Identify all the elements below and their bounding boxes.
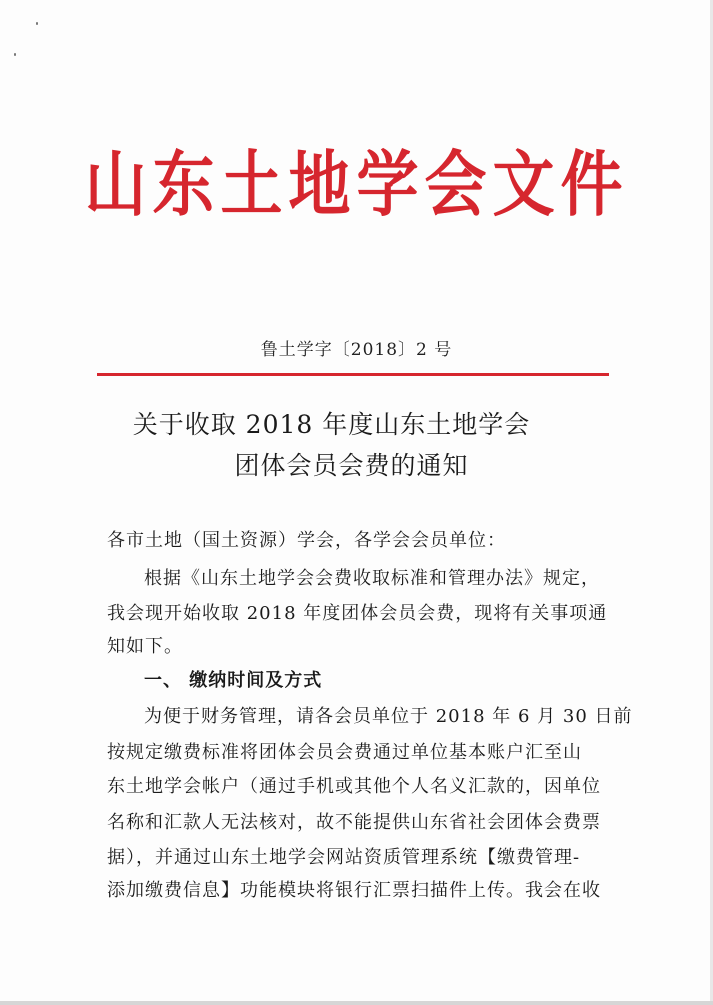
paragraph-1-line: 根据《山东土地学会会费收取标准和管理办法》规定， xyxy=(144,568,600,589)
paragraph-2-line: 按规定缴费标准将团体会员会费通过单位基本账户汇至山 xyxy=(107,742,582,763)
paragraph-2-line: 名称和汇款人无法核对，故不能提供山东省社会团体会费票 xyxy=(107,812,601,833)
paragraph-2-line: 添加缴费信息】功能模块将银行汇票扫描件上传。我会在收 xyxy=(107,880,601,901)
paragraph-2-line: 东土地学会帐户（通过手机或其他个人名义汇款的，因单位 xyxy=(107,776,601,797)
notice-title-line-1: 关于收取 2018 年度山东土地学会 xyxy=(132,410,531,439)
paragraph-2-line: 据），并通过山东土地学会网站资质管理系统【缴费管理- xyxy=(107,847,581,868)
paragraph-1-line: 我会现开始收取 2018 年度团体会员会费，现将有关事项通 xyxy=(107,603,608,624)
document-header-title: 山东土地学会文件 xyxy=(84,142,629,227)
scan-speck xyxy=(36,22,38,25)
addressee-line: 各市土地（国土资源）学会，各学会会员单位： xyxy=(107,530,506,551)
paragraph-2-line: 为便于财务管理，请各会员单位于 2018 年 6 月 30 日前 xyxy=(144,706,633,727)
section-1-heading: 一、 缴纳时间及方式 xyxy=(144,670,323,691)
notice-title-line-2: 团体会员会费的通知 xyxy=(234,451,469,480)
scan-speck xyxy=(14,53,16,56)
scan-edge xyxy=(0,1001,713,1005)
header-divider xyxy=(97,373,609,376)
document-number: 鲁土学字〔2018〕2 号 xyxy=(260,340,453,360)
paragraph-1-line: 知如下。 xyxy=(107,636,183,657)
